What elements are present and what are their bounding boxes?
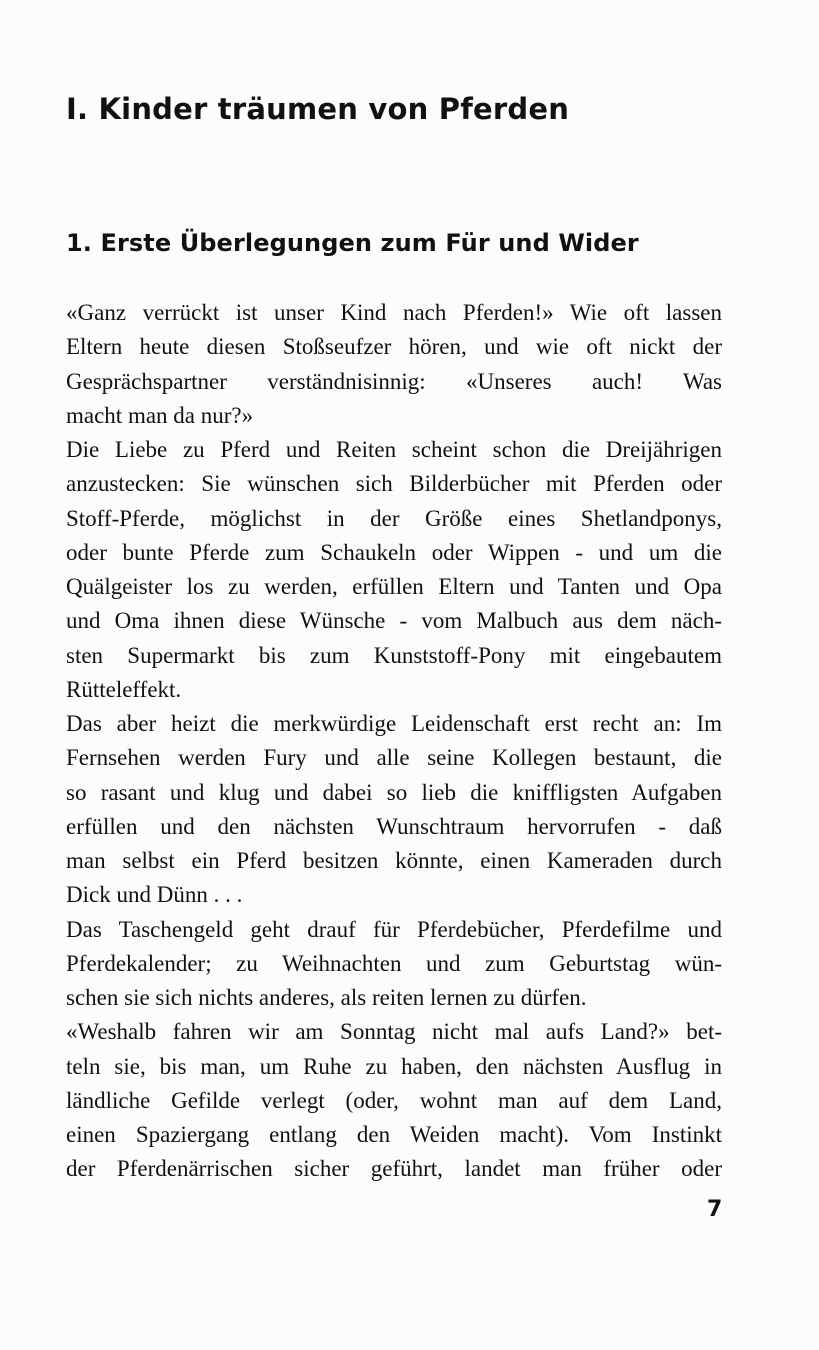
body-line: und Oma ihnen diese Wünsche - vom Malbuch aus dem näch- xyxy=(66,608,722,634)
body-line: Die Liebe zu Pferd und Reiten scheint schon die Dreijährigen xyxy=(66,437,722,462)
body-line: ländliche Gefilde verlegt (oder, wohnt man auf dem Land, xyxy=(66,1087,722,1113)
body-line: Dick und Dünn . . . xyxy=(66,882,243,908)
body-line: einen Spaziergang entlang den Weiden macht). Vom Instinkt xyxy=(66,1122,722,1147)
body-line: so rasant und klug und dabei so lieb die kniffligsten Aufgaben xyxy=(66,779,722,805)
body-line: Quälgeister los zu werden, erfüllen Eltern und Tanten und Opa xyxy=(66,574,722,599)
body-line: Das Taschengeld geht drauf für Pferdebücher, Pferdefilme und xyxy=(66,916,722,942)
section-title: 1. Erste Überlegungen zum Für und Wider xyxy=(66,229,639,257)
body-line: Gesprächspartner verständnisinnig: «Unseres auch! Was xyxy=(66,368,722,394)
body-line: «Ganz verrückt ist unser Kind nach Pferden!» Wie oft lassen xyxy=(66,300,722,325)
body-line: erfüllen und den nächsten Wunschtraum hervorrufen - daß xyxy=(66,813,722,839)
body-line: man selbst ein Pferd besitzen könnte, einen Kameraden durch xyxy=(66,848,722,873)
body-line: schen sie sich nichts anderes, als reiten lernen zu dürfen. xyxy=(66,985,587,1010)
body-line: teln sie, bis man, um Ruhe zu haben, den nächsten Ausflug in xyxy=(66,1053,722,1079)
body-line: sten Supermarkt bis zum Kunststoff-Pony mit eingebautem xyxy=(66,642,722,668)
body-line: anzustecken: Sie wünschen sich Bilderbücher mit Pferden oder xyxy=(66,471,722,497)
body-line: Eltern heute diesen Stoßseufzer hören, und wie oft nickt der xyxy=(66,334,722,360)
body-line: macht man da nur?» xyxy=(66,402,254,428)
body-line: Stoff-Pferde, möglichst in der Größe eines Shetlandponys, xyxy=(66,505,722,531)
body-line: Pferdekalender; zu Weihnachten und zum Geburtstag wün- xyxy=(66,950,722,976)
body-line: «Weshalb fahren wir am Sonntag nicht mal aufs Land?» bet- xyxy=(66,1019,722,1045)
body-line: Rütteleffekt. xyxy=(66,676,182,702)
body-line: Fernsehen werden Fury und alle seine Kollegen bestaunt, die xyxy=(66,745,722,771)
page-number: 7 xyxy=(707,1197,723,1222)
body-text xyxy=(66,296,722,1187)
body-line: Das aber heizt die merkwürdige Leidenschaft erst recht an: Im xyxy=(66,711,722,736)
body-line: der Pferdenärrischen sicher geführt, landet man früher oder xyxy=(66,1156,722,1182)
chapter-title: I. Kinder träumen von Pferden xyxy=(66,92,570,126)
body-line: oder bunte Pferde zum Schaukeln oder Wippen - und um die xyxy=(66,539,722,565)
